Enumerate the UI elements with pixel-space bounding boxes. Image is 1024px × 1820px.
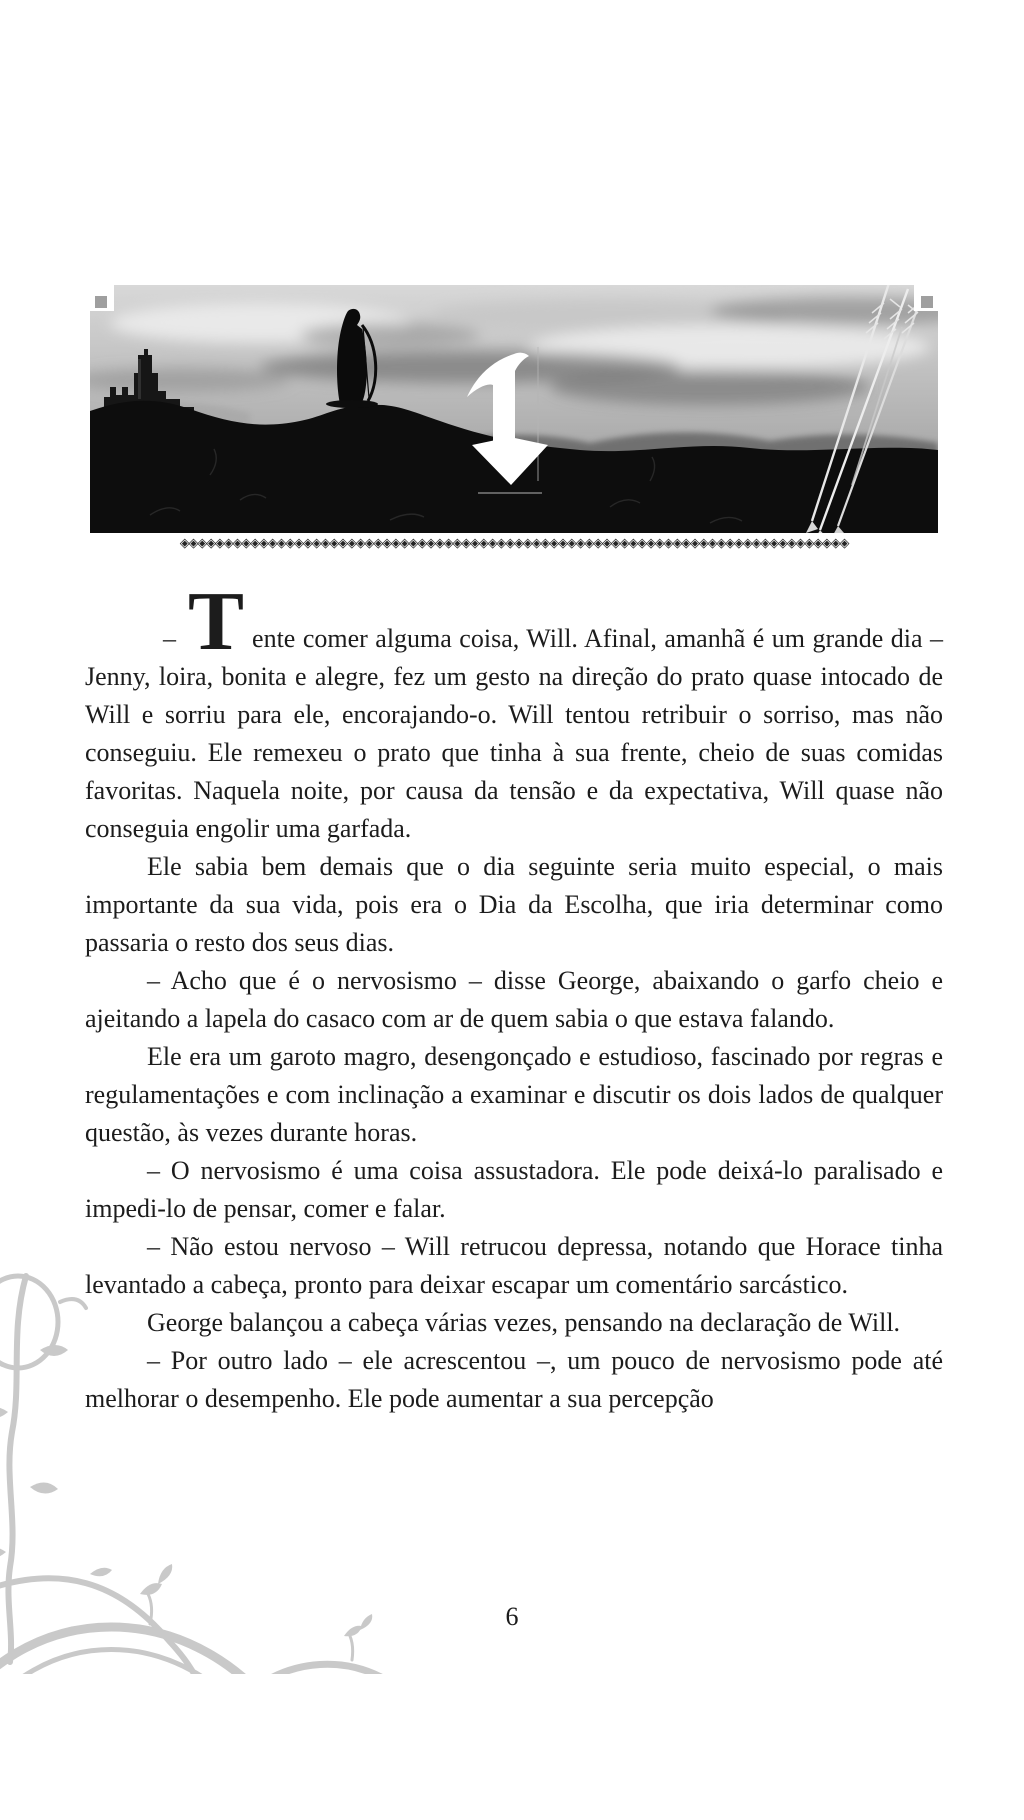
corner-square-left xyxy=(95,296,107,308)
paragraph: Ele sabia bem demais que o dia seguinte seria muito especial, o mais importante da sua vida, pois era o Dia da Escolha, que iria determinar como passaria o resto dos seus dias. xyxy=(85,852,943,957)
drop-cap: T xyxy=(188,575,243,668)
paragraph: George balançou a cabeça várias vezes, pensando na declaração de Will. xyxy=(147,1308,901,1337)
diamond-divider-ornament: ◈◈◈◈◈◈◈◈◈◈◈◈◈◈◈◈◈◈◈◈◈◈◈◈◈◈◈◈◈◈◈◈◈◈◈◈◈◈◈◈◈◈◈◈◈◈◈◈◈◈◈◈◈◈◈◈◈◈◈◈◈◈◈◈◈◈◈◈◈◈◈◈◈◈◈◈ xyxy=(179,536,849,551)
paragraph-opening xyxy=(85,575,943,848)
paragraph-text: ente comer alguma coisa, Will. Afinal, amanhã é um grande dia – Jenny, loira, bonita e alegre, fez um gesto na direção do prato quase intocado de Will e sorriu para ele, encorajando-o. Will tentou retribuir o sorriso, mas não conseguiu. Ele remexeu o prato que tinha à sua frente, cheio de suas comidas favoritas. Naquela noite, por causa da tensão e da expectativa, Will quase não conseguia engolir uma garfada. xyxy=(85,624,943,843)
chapter-header-illustration xyxy=(90,285,938,533)
paragraph: – Acho que é o nervosismo – disse George, abaixando o garfo cheio e ajeitando a lapela do casaco com ar de quem sabia o que estava falando. xyxy=(85,966,943,1033)
paragraph: – Não estou nervoso – Will retrucou depressa, notando que Horace tinha levantado a cabeça, pronto para deixar escapar um comentário sarcástico. xyxy=(85,1232,943,1299)
body-text xyxy=(85,560,943,1418)
header-illustration-svg xyxy=(90,285,938,533)
castle-highlight xyxy=(138,359,141,399)
paragraph: – Por outro lado – ele acrescentou –, um pouco de nervosismo pode até melhorar o desempenho. Ele pode aumentar a sua percepção xyxy=(85,1346,943,1413)
page-number: 6 xyxy=(505,1602,519,1631)
paragraph: – O nervosismo é uma coisa assustadora. Ele pode deixá-lo paralisado e impedi-lo de pensar, comer e falar. xyxy=(85,1156,943,1223)
corner-square-right xyxy=(921,296,933,308)
paragraph: Ele era um garoto magro, desengonçado e estudioso, fascinado por regras e regulamentações e com inclinação a examinar e discutir os dois lados de qualquer questão, às vezes durante horas. xyxy=(85,1042,943,1147)
dialogue-dash: – xyxy=(163,624,176,653)
